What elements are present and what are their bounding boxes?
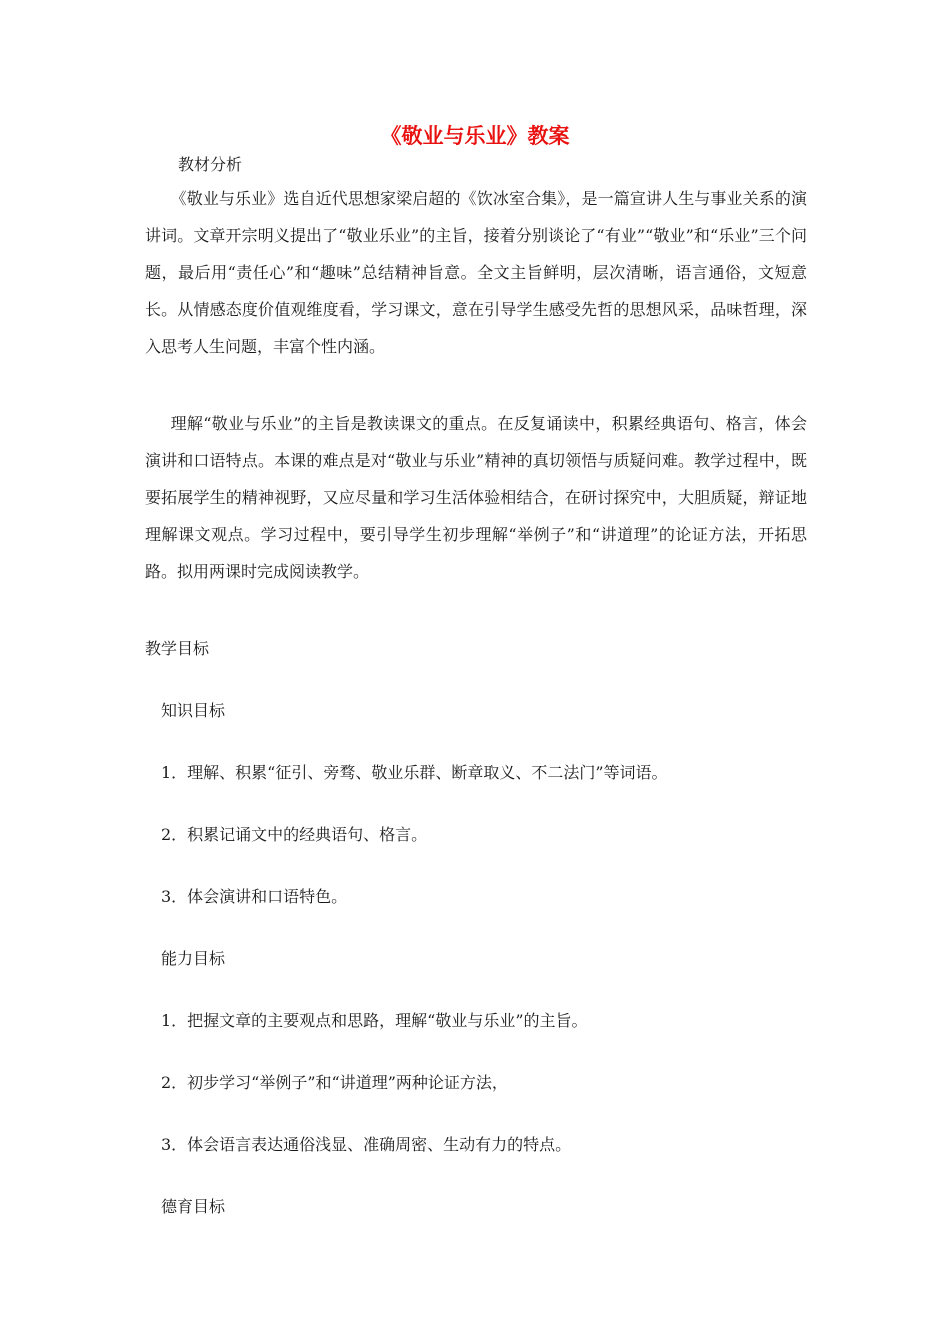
knowledge-goal-item: 2．积累记诵文中的经典语句、格言。 <box>161 825 428 844</box>
analysis-paragraph-2: 理解“敬业与乐业”的主旨是教读课文的重点。在反复诵读中，积累经典语句、格言，体会演讲和口语特点。本课的难点是对“敬业与乐业”精神的真切领悟与质疑问难。教学过程中，既要拓展学生的精神视野，又应尽量和学习生活体验相结合，在研讨探究中，大胆质疑，辩证地理解课文观点。学习过程中，要引导学生初步理解“举例子”和“讲道理”的论证方法，开拓思路。拟用两课时完成阅读教学。 <box>145 414 807 581</box>
subheading-knowledge-goals: 知识目标 <box>161 701 226 720</box>
subheading-ability-goals: 能力目标 <box>161 949 226 968</box>
document-title: 《敬业与乐业》教案 <box>380 123 570 148</box>
knowledge-goal-item: 3．体会演讲和口语特色。 <box>161 887 348 906</box>
section-heading-analysis: 教材分析 <box>178 155 243 174</box>
ability-goal-item: 3．体会语言表达通俗浅显、准确周密、生动有力的特点。 <box>161 1135 572 1154</box>
subheading-moral-goals: 德育目标 <box>161 1197 226 1216</box>
knowledge-goal-item: 1．理解、积累“征引、旁骛、敬业乐群、断章取义、不二法门”等词语。 <box>161 763 668 782</box>
analysis-paragraph-1: 《敬业与乐业》选自近代思想家梁启超的《饮冰室合集》，是一篇宣讲人生与事业关系的演讲词。文章开宗明义提出了“敬业乐业”的主旨，接着分别谈论了“有业”“敬业”和“乐业”三个问题，最后用“责任心”和“趣味”总结精神旨意。全文主旨鲜明，层次清晰，语言通俗，文短意长。从情感态度价值观维度看，学习课文，意在引导学生感受先哲的思想风采，品味哲理，深入思考人生问题，丰富个性内涵。 <box>145 189 807 356</box>
ability-goal-item: 1．把握文章的主要观点和思路，理解“敬业与乐业”的主旨。 <box>161 1011 588 1030</box>
section-heading-goals: 教学目标 <box>145 639 210 658</box>
ability-goal-item: 2．初步学习“举例子”和“讲道理”两种论证方法， <box>161 1073 508 1092</box>
